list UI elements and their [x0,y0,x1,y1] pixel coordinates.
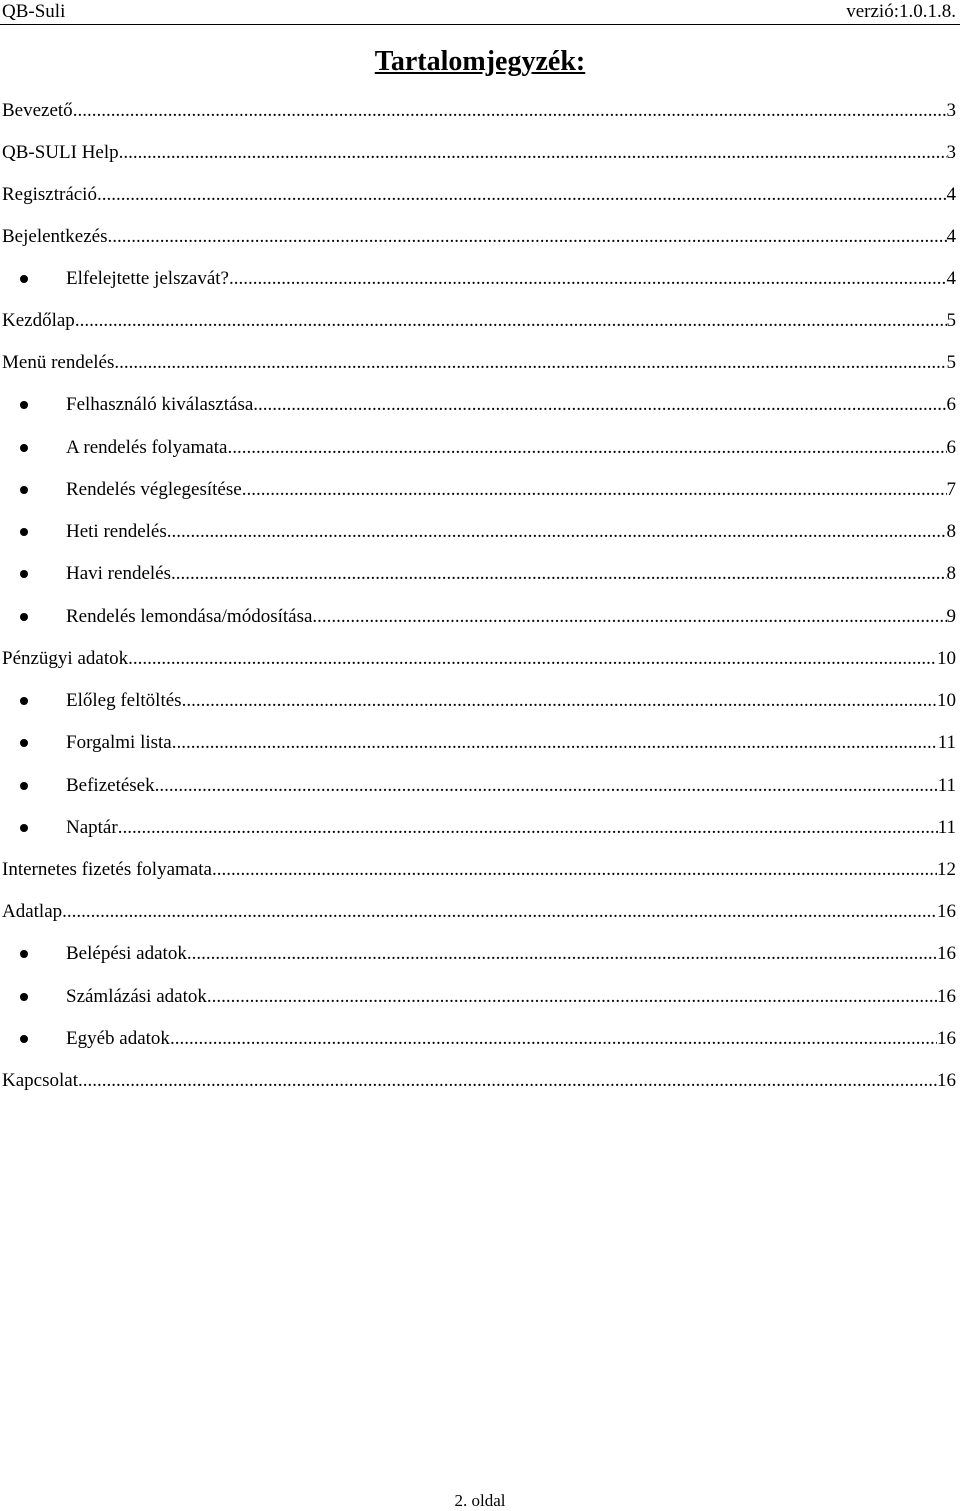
toc-entry[interactable] [0,722,960,764]
toc-entry-label: Befizetések [66,774,155,796]
toc-entry-page: 16 [937,901,956,923]
toc-entry-page: 11 [937,774,956,796]
toc-entry-row [2,891,956,933]
toc-entry-row [66,511,956,553]
toc-entry-page: 16 [937,985,956,1007]
page-header [0,0,960,25]
toc-entry-label: Heti rendelés [66,521,167,543]
toc-entry-label: Számlázási adatok [66,985,207,1007]
toc-entry-page: 3 [946,142,956,163]
toc-entry-page: 10 [937,690,956,712]
toc-entry-label: Forgalmi lista [66,732,172,754]
toc-entry[interactable] [0,807,960,849]
bullet-icon [20,401,28,409]
toc-entry-row [2,638,956,680]
toc-entry-label: Kapcsolat [2,1070,78,1092]
toc-leader-dots [128,638,937,680]
page-title: Tartalomjegyzék: [374,46,586,77]
toc-entry-row [66,807,956,849]
toc-entry-row [66,765,956,807]
toc-entry-page: 16 [937,1070,956,1092]
toc-entry-label: Rendelés véglegesítése [66,478,242,500]
bullet-icon [20,570,28,578]
toc-entry-page: 11 [937,816,956,838]
toc-leader-dots [187,933,937,975]
toc-leader-dots [171,553,947,595]
toc-entry-row [2,216,956,258]
toc-entry-page: 6 [946,436,956,458]
toc-entry-page: 6 [946,394,956,416]
toc-entry[interactable] [0,258,960,300]
toc-entry-label: Menü rendelés [2,352,115,374]
toc-entry-row [66,933,956,975]
toc-entry-row [66,469,956,511]
bullet-icon [20,993,28,1001]
toc-entry[interactable] [0,891,960,933]
toc-entry[interactable] [0,680,960,722]
toc-entry[interactable] [0,384,960,426]
toc-entry-row [66,596,956,638]
toc-entry[interactable] [0,765,960,807]
bullet-icon [20,613,28,621]
toc-entry-page: 10 [937,648,956,670]
toc-entry-row [66,427,956,469]
toc-entry-row [2,132,956,174]
toc-entry-page: 4 [946,268,956,289]
toc-entry-label: Pénzügyi adatok [2,648,129,670]
toc-leader-dots [75,300,947,342]
toc-entry-row [2,1060,956,1102]
toc-leader-dots [170,1018,937,1060]
toc-entry-page: 3 [946,100,956,121]
toc-entry-row [66,722,956,764]
bullet-icon [20,528,28,536]
toc-leader-dots [229,258,947,300]
toc-entry[interactable] [0,174,960,216]
toc-leader-dots [97,174,947,216]
toc-entry-page: 16 [937,943,956,965]
toc-entry[interactable] [0,638,960,680]
toc-entry-page: 11 [937,732,956,754]
page-footer [0,1491,960,1511]
toc-leader-dots [182,680,937,722]
toc-entry-page: 5 [946,352,956,374]
table-of-contents [0,90,960,1102]
toc-entry[interactable] [0,300,960,342]
toc-entry-label: Kezdőlap [2,310,75,332]
toc-entry-page: 5 [946,310,956,332]
toc-entry-row [2,174,956,216]
toc-entry[interactable] [0,1018,960,1060]
toc-entry-label: Bevezető [2,100,73,121]
toc-leader-dots [207,976,937,1018]
toc-entry-page: 4 [946,184,956,205]
toc-entry-label: Bejelentkezés [2,226,108,247]
toc-leader-dots [167,511,947,553]
toc-entry-row [66,258,956,300]
toc-entry[interactable] [0,976,960,1018]
toc-entry-row [2,342,956,384]
toc-entry-label: Előleg feltöltés [66,690,182,712]
bullet-icon [20,275,28,283]
toc-entry-row [66,976,956,1018]
toc-entry[interactable] [0,216,960,258]
toc-entry[interactable] [0,469,960,511]
toc-entry[interactable] [0,342,960,384]
toc-entry-row [2,90,956,132]
toc-entry-row [66,1018,956,1060]
page-number: 2. oldal [454,1491,506,1510]
toc-entry-label: A rendelés folyamata [66,436,228,458]
toc-entry-row [66,680,956,722]
toc-leader-dots [242,469,947,511]
toc-entry-row [66,553,956,595]
toc-entry-label: Egyéb adatok [66,1027,170,1049]
toc-entry[interactable] [0,933,960,975]
toc-entry-label: Felhasználó kiválasztása [66,394,254,416]
header-version: verzió:1.0.1.8. [846,1,956,22]
bullet-icon [20,782,28,790]
toc-entry[interactable] [0,511,960,553]
toc-entry-label: Belépési adatok [66,943,187,965]
toc-leader-dots [227,427,946,469]
bullet-icon [20,739,28,747]
toc-entry-page: 7 [946,478,956,500]
bullet-icon [20,444,28,452]
toc-entry-label: Rendelés lemondása/módosítása [66,605,313,627]
toc-entry[interactable] [0,1060,960,1102]
bullet-icon [20,950,28,958]
toc-leader-dots [119,132,947,174]
toc-entry-label: Adatlap [2,901,63,923]
bullet-icon [20,1035,28,1043]
toc-leader-dots [312,596,946,638]
toc-leader-dots [253,384,946,426]
toc-entry[interactable] [0,849,960,891]
toc-entry[interactable] [0,132,960,174]
toc-leader-dots [73,90,947,132]
toc-leader-dots [155,765,938,807]
toc-entry-row [2,849,956,891]
toc-entry-label: Naptár [66,816,118,838]
toc-entry-label: QB-SULI Help [2,142,119,163]
toc-leader-dots [62,891,937,933]
toc-entry-label: Internetes fizetés folyamata [2,859,212,881]
toc-entry-page: 12 [937,859,956,881]
toc-entry[interactable] [0,427,960,469]
toc-entry-label: Regisztráció [2,184,97,205]
toc-entry[interactable] [0,596,960,638]
toc-entry-row [66,384,956,426]
toc-leader-dots [108,216,947,258]
toc-entry-label: Elfelejtette jelszavát? [66,268,229,289]
toc-entry-page: 8 [946,521,956,543]
toc-leader-dots [78,1060,937,1102]
toc-leader-dots [118,807,938,849]
bullet-icon [20,824,28,832]
toc-entry-page: 16 [937,1027,956,1049]
toc-leader-dots [212,849,937,891]
toc-entry[interactable] [0,90,960,132]
toc-entry-label: Havi rendelés [66,563,171,585]
toc-entry-page: 4 [946,226,956,247]
header-app-name: QB-Suli [2,1,66,22]
toc-entry[interactable] [0,553,960,595]
toc-entry-row [2,300,956,342]
bullet-icon [20,697,28,705]
toc-entry-page: 8 [946,563,956,585]
bullet-icon [20,486,28,494]
toc-leader-dots [172,722,938,764]
toc-entry-page: 9 [946,605,956,627]
toc-leader-dots [114,342,946,384]
